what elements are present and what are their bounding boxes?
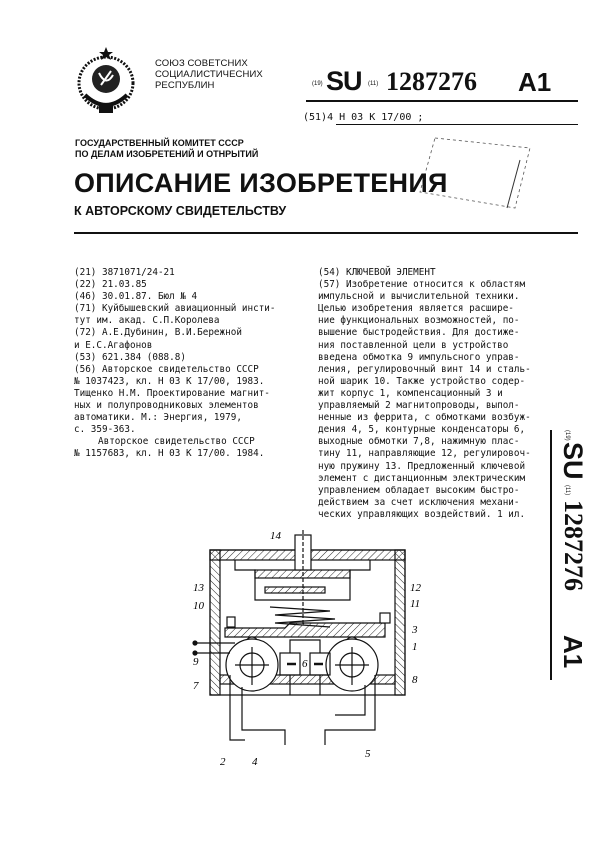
- label-9: 9: [193, 656, 199, 668]
- abstract-line: элемент с дистанционным электрическим: [318, 472, 526, 484]
- abstract-line: дения 4, 5, контурные конденсаторы 6,: [318, 424, 526, 436]
- abstract-line: управлением обладает высоким быстро-: [318, 484, 520, 496]
- biblio-line: (46) 30.01.87. Бюл № 4: [74, 291, 198, 303]
- biblio-line: № 1157683, кл. Н 03 К 17/00. 1984.: [74, 448, 265, 460]
- biblio-line: (72) А.Е.Дубинин, В.И.Бережной: [74, 327, 242, 339]
- abstract-line: вышение быстродействия. Для достиже-: [318, 327, 520, 339]
- union-name: [155, 58, 263, 91]
- bibliographic-data: [74, 267, 310, 461]
- label-11: 11: [410, 598, 421, 610]
- biblio-line: Авторское свидетельство СССР: [98, 436, 255, 448]
- document-title: ОПИСАНИЕ ИЗОБРЕТЕНИЯ: [74, 168, 448, 198]
- biblio-line: автоматики. М.: Энергия, 1979,: [74, 412, 242, 424]
- patent-code: [306, 66, 578, 102]
- label-8: 8: [412, 674, 418, 686]
- union-line: СОЮЗ СОВЕТСНИХ: [155, 58, 248, 69]
- abstract-line: ления, регулировочный винт 14 и сталь-: [318, 363, 531, 375]
- abstract: [318, 267, 546, 521]
- label-1: 1: [412, 641, 418, 653]
- label-13: 13: [193, 582, 204, 594]
- code-19: (19): [312, 81, 323, 87]
- biblio-line: Тищенко Н.М. Проектирование магнит-: [74, 387, 270, 399]
- ussr-emblem-icon: [75, 45, 137, 117]
- abstract-line: ние функциональных возможностей, по-: [318, 315, 520, 327]
- committee-line: ГОСУДАРСТВЕННЫЙ КОМИТЕТ СССР: [75, 138, 244, 148]
- side-patent-number: 1287276: [559, 500, 588, 591]
- biblio-line: (71) Куйбышевский авиационный инсти-: [74, 303, 276, 315]
- patent-number: 1287276: [386, 67, 477, 96]
- biblio-line: (53) 621.384 (088.8): [74, 351, 186, 363]
- union-line: РЕСПУБЛИН: [155, 80, 215, 91]
- housing: [193, 530, 405, 745]
- abstract-line: управляемый 2 магнитопроводы, выпол-: [318, 400, 520, 412]
- abstract-line: (57) Изобретение относится к областям: [318, 279, 526, 291]
- side-code-11: (11): [564, 485, 570, 496]
- document-subtitle: К АВТОРСКОМУ СВИДЕТЕЛЬСТВУ: [74, 204, 287, 218]
- abstract-line: действием за счет исключения механи-: [318, 496, 520, 508]
- biblio-line: (22) 21.03.85: [74, 279, 147, 291]
- biblio-line: (56) Авторское свидетельство СССР: [74, 363, 259, 375]
- abstract-line: выходные обмотки 7,8, нажимную плас-: [318, 436, 520, 448]
- abstract-line: (54) КЛЮЧЕВОЙ ЭЛЕМЕНТ: [318, 267, 436, 278]
- label-14: 14: [270, 530, 281, 542]
- abstract-line: введена обмотка 9 импульсного управ-: [318, 351, 520, 363]
- biblio-line: № 1037423, кл. Н 03 К 17/00, 1983.: [74, 375, 265, 387]
- label-6: 6: [302, 658, 308, 670]
- abstract-line: ной шарик 10. Также устройство содер-: [318, 375, 526, 387]
- abstract-line: ния поставленной цели в устройство: [318, 339, 509, 351]
- label-12: 12: [410, 582, 421, 594]
- ipc-underline: [336, 124, 578, 125]
- header-divider: [74, 232, 578, 234]
- committee: [75, 138, 258, 160]
- union-line: СОЦИАЛИСТИЧЕСНИХ: [155, 69, 263, 80]
- abstract-line: импульсной и вычислительной техники.: [318, 291, 520, 303]
- abstract-line: жит корпус 1, компенсационный 3 и: [318, 387, 503, 399]
- kind-code: A1: [518, 67, 552, 97]
- biblio-line: и Е.С.Агафонов: [74, 339, 153, 351]
- side-patent-code: [548, 430, 598, 680]
- abstract-line: Целью изобретения является расшире-: [318, 303, 514, 315]
- abstract-line: ненные из феррита, с обмотками возбуж-: [318, 412, 531, 424]
- code-11: (11): [368, 81, 379, 87]
- country-code: SU: [326, 66, 362, 96]
- biblio-line: (21) 3871071/24-21: [74, 267, 175, 278]
- label-2: 2: [220, 756, 226, 768]
- abstract-line: ческих управляющих воздействий. 1 ил.: [318, 508, 526, 520]
- abstract-line: тину 11, направляющие 12, регулировоч-: [318, 448, 531, 460]
- label-7: 7: [193, 680, 199, 692]
- side-code-19: (19): [564, 430, 570, 441]
- committee-line: ПО ДЕЛАМ ИЗОБРЕТЕНИЙ И ОТНРЫТИЙ: [75, 149, 259, 159]
- side-country-code: SU: [558, 442, 588, 480]
- label-10: 10: [193, 600, 204, 612]
- label-4: 4: [252, 756, 258, 768]
- abstract-line: ную пружину 13. Предложенный ключевой: [318, 460, 526, 472]
- biblio-line: тут им. акад. С.П.Королева: [74, 315, 220, 327]
- technical-drawing: [190, 525, 435, 770]
- label-3: 3: [412, 624, 418, 636]
- biblio-line: ных и полупроводниковых элементов: [74, 400, 259, 412]
- label-5: 5: [365, 748, 371, 760]
- ipc-class: (51)4 H 03 K 17/00 ;: [303, 112, 424, 123]
- side-kind-code: A1: [558, 635, 588, 669]
- biblio-line: с. 359-363.: [74, 424, 136, 436]
